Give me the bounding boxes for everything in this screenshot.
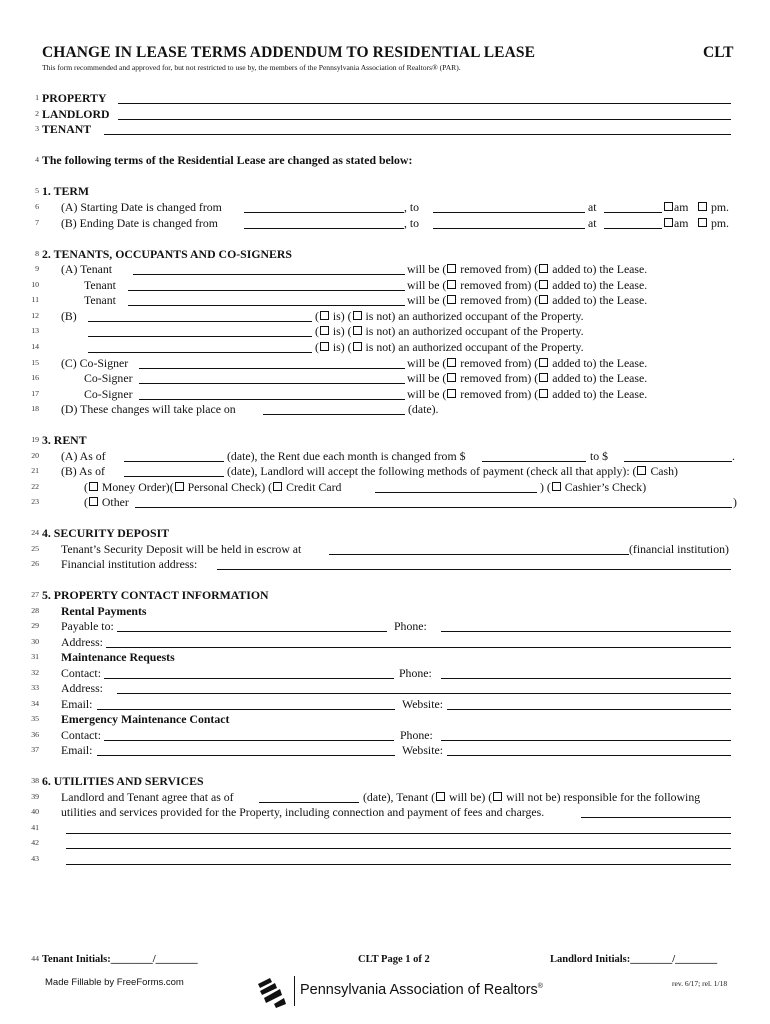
rent-changed-label: (date), the Rent due each month is changed from $ — [227, 449, 466, 463]
escrow-institution-field[interactable] — [329, 554, 629, 555]
form-line — [0, 681, 770, 696]
form-line — [0, 697, 770, 712]
removed-checkbox[interactable] — [447, 280, 456, 289]
period-label: . — [732, 449, 735, 463]
form-line: 13 ( is) ( is not) an authorized occupant of the Property. — [31, 324, 584, 338]
line-number: 7 — [35, 218, 39, 227]
line-number: 32 — [31, 668, 39, 677]
ending-date-from-field[interactable] — [244, 228, 404, 229]
is-not-checkbox[interactable] — [353, 342, 362, 351]
credit-card-field[interactable] — [375, 492, 537, 493]
line-number: 26 — [31, 559, 39, 568]
line-number: 3 — [35, 124, 39, 133]
escrow-label: Tenant’s Security Deposit will be held in escrow at — [61, 542, 302, 556]
registered-mark: ® — [537, 983, 543, 991]
form-line — [0, 805, 770, 820]
tenant-name-field[interactable] — [128, 305, 405, 306]
added-checkbox[interactable] — [539, 295, 548, 304]
form-code: CLT — [703, 44, 734, 61]
line-number: 6 — [35, 202, 39, 211]
institution-address-label: Financial institution address: — [61, 557, 198, 571]
line-number: 44 — [31, 954, 39, 963]
removed-checkbox[interactable] — [447, 264, 456, 273]
tenant-initials[interactable]: Tenant Initials:________/________ — [42, 954, 198, 965]
form-line — [0, 464, 770, 479]
landlord-initials[interactable]: Landlord Initials:________/________ — [550, 954, 718, 965]
maintenance-phone-field[interactable] — [441, 678, 731, 679]
tenant-name-field[interactable] — [133, 274, 405, 275]
line-number: 9 — [35, 264, 39, 273]
institution-label: (financial institution) — [629, 542, 729, 556]
line-number: 21 — [31, 466, 39, 475]
maintenance-heading: Maintenance Requests — [61, 650, 175, 664]
form-line — [0, 184, 770, 199]
form-line: 11 Tenant will be ( removed from) ( added to) the Lease. — [31, 293, 648, 307]
line-number: 39 — [31, 792, 39, 801]
paren-label: ) — [733, 495, 737, 509]
tenant-name-field[interactable] — [128, 290, 405, 291]
payment-date-field[interactable] — [124, 476, 224, 477]
tenant-label: TENANT — [42, 122, 92, 136]
form-line — [0, 122, 770, 137]
at-label: at — [588, 200, 597, 214]
line-number: 18 — [31, 404, 39, 413]
am-checkbox[interactable] — [664, 218, 673, 227]
starting-date-label: (A) Starting Date is changed from — [61, 200, 222, 214]
line-number: 34 — [31, 699, 39, 708]
form-line — [0, 433, 770, 448]
line-number: 36 — [31, 730, 39, 739]
contact-heading: 5. PROPERTY CONTACT INFORMATION — [42, 588, 269, 602]
utilities-description: utilities and services provided for the Property, including connection and payment of fees and charges. — [61, 805, 545, 819]
will-be-checkbox[interactable] — [436, 792, 445, 801]
page-number: CLT Page 1 of 2 — [358, 954, 430, 965]
line-number: 16 — [31, 373, 39, 382]
to-label: , to — [404, 216, 420, 230]
occupant-b-label: (B) — [61, 309, 77, 323]
cosigner-c-label: (C) Co-Signer — [61, 356, 129, 370]
line-number: 38 — [31, 776, 39, 785]
removed-checkbox[interactable] — [447, 295, 456, 304]
form-line — [0, 526, 770, 541]
added-checkbox[interactable] — [539, 373, 548, 382]
logo-divider — [294, 976, 295, 1006]
form-line — [0, 107, 770, 122]
at-label: at — [588, 216, 597, 230]
cosigner-label: Co-Signer — [84, 371, 133, 385]
made-fillable-note: Made Fillable by FreeForms.com — [45, 977, 184, 988]
form-line — [0, 402, 770, 417]
tenant-a-label: (A) Tenant — [61, 262, 113, 276]
line-number: 40 — [31, 807, 39, 816]
par-org-name: Pennsylvania Association of Realtors — [300, 982, 538, 998]
other-payment-field[interactable] — [135, 507, 732, 508]
address-label: Address: — [61, 635, 103, 649]
line-number: 4 — [35, 155, 39, 164]
ending-time-field[interactable] — [604, 228, 662, 229]
form-line — [0, 666, 770, 681]
revision-note: rev. 6/17; rel. 1/18 — [672, 979, 728, 988]
line-number: 33 — [31, 683, 39, 692]
line-number: 2 — [35, 109, 39, 118]
pm-label: pm. — [710, 216, 729, 230]
form-line — [0, 852, 770, 867]
rent-heading: 3. RENT — [42, 433, 87, 447]
line-number: 10 — [31, 280, 39, 289]
form-line — [0, 635, 770, 650]
occupant-name-field[interactable] — [88, 352, 312, 353]
is-checkbox[interactable] — [320, 326, 329, 335]
contact-label: Contact: — [61, 728, 101, 742]
cosigner-name-field[interactable] — [139, 368, 405, 369]
added-checkbox[interactable] — [539, 264, 548, 273]
phone-label: Phone: — [399, 666, 432, 680]
date-label: (date). — [408, 402, 439, 416]
utilities-field[interactable] — [66, 848, 731, 849]
is-not-checkbox[interactable] — [353, 326, 362, 335]
maintenance-website-field[interactable] — [447, 709, 731, 710]
term-heading: 1. TERM — [42, 184, 89, 198]
landlord-label: LANDLORD — [42, 107, 110, 121]
line-number: 11 — [31, 295, 39, 304]
utilities-heading: 6. UTILITIES AND SERVICES — [42, 774, 204, 788]
payable-phone-field[interactable] — [441, 631, 731, 632]
tenant-label: Tenant — [84, 293, 116, 307]
to-label: , to — [404, 200, 420, 214]
emergency-contact-field[interactable] — [104, 740, 394, 741]
line-number: 25 — [31, 544, 39, 553]
website-label: Website: — [402, 697, 443, 711]
removed-checkbox[interactable] — [447, 358, 456, 367]
landlord-field[interactable] — [118, 119, 731, 120]
footer-line — [0, 952, 770, 967]
phone-label: Phone: — [400, 728, 433, 742]
deposit-heading: 4. SECURITY DEPOSIT — [42, 526, 170, 540]
line-number: 5 — [35, 186, 39, 195]
ending-date-label: (B) Ending Date is changed from — [61, 216, 218, 230]
line-number: 17 — [31, 389, 39, 398]
money-order-checkbox[interactable] — [89, 482, 98, 491]
utilities-date-field[interactable] — [259, 802, 359, 803]
utilities-field[interactable] — [581, 817, 731, 818]
line-number: 42 — [31, 838, 39, 847]
form-line — [0, 712, 770, 727]
form-line: 14 ( is) ( is not) an authorized occupant of the Property. — [31, 340, 584, 354]
starting-time-field[interactable] — [604, 212, 662, 213]
form-line — [0, 588, 770, 603]
maintenance-email-field[interactable] — [97, 709, 395, 710]
emergency-website-field[interactable] — [447, 755, 731, 756]
form-line — [0, 449, 770, 464]
line-number: 37 — [31, 745, 39, 754]
form-line: 10 Tenant will be ( removed from) ( added to) the Lease. — [31, 278, 648, 292]
cash-checkbox[interactable] — [637, 466, 646, 475]
form-line — [0, 728, 770, 743]
form-line — [0, 619, 770, 634]
line-number: 15 — [31, 358, 39, 367]
form-line — [0, 216, 770, 231]
changes-date-label: (D) These changes will take place on — [61, 402, 236, 416]
will-not-be-checkbox[interactable] — [493, 792, 502, 801]
pm-checkbox[interactable] — [698, 202, 707, 211]
line-number: 41 — [31, 823, 39, 832]
form-line — [0, 836, 770, 851]
removed-checkbox[interactable] — [447, 389, 456, 398]
line-number: 35 — [31, 714, 39, 723]
form-line: 17 Co-Signer will be ( removed from) ( added to) the Lease. — [31, 387, 648, 401]
personal-check-checkbox[interactable] — [175, 482, 184, 491]
form-subtitle: This form recommended and approved for, but not restricted to use by, the members of the Pennsylvania Association of Realtors® (PAR). — [42, 63, 461, 72]
tenants-heading: 2. TENANTS, OCCUPANTS AND CO-SIGNERS — [42, 247, 292, 261]
website-label: Website: — [402, 743, 443, 757]
payable-address-field[interactable] — [106, 647, 731, 648]
line-number: 8 — [35, 249, 39, 258]
line-number: 19 — [31, 435, 39, 444]
occupant-name-field[interactable] — [88, 336, 312, 337]
property-field[interactable] — [118, 103, 731, 104]
form-line — [0, 650, 770, 665]
emergency-phone-field[interactable] — [441, 740, 731, 741]
cashiers-check-checkbox[interactable] — [552, 482, 561, 491]
form-line — [0, 542, 770, 557]
emergency-heading: Emergency Maintenance Contact — [61, 712, 230, 726]
line-number: 1 — [35, 93, 39, 102]
form-line — [0, 247, 770, 262]
email-label: Email: — [61, 743, 93, 757]
tenant-label: Tenant — [84, 278, 116, 292]
line-number: 24 — [31, 528, 39, 537]
form-line — [0, 91, 770, 106]
line-number: 12 — [31, 311, 39, 320]
added-checkbox[interactable] — [539, 280, 548, 289]
utilities-as-of-label: Landlord and Tenant agree that as of — [61, 790, 234, 804]
line-number: 14 — [31, 342, 39, 351]
rent-to-label: to $ — [590, 449, 609, 463]
form-line — [0, 153, 770, 168]
starting-date-from-field[interactable] — [244, 212, 404, 213]
cash-label: Cash) — [650, 464, 678, 478]
rent-as-of-label: (A) As of — [61, 449, 106, 463]
removed-checkbox[interactable] — [447, 373, 456, 382]
line-number: 27 — [31, 590, 39, 599]
other-checkbox[interactable] — [89, 497, 98, 506]
credit-card-checkbox[interactable] — [273, 482, 282, 491]
pm-checkbox[interactable] — [698, 218, 707, 227]
form-line — [0, 774, 770, 789]
form-line: 22 ( Money Order)( Personal Check) ( Credit Card ) ( Cashier’s Check) — [31, 480, 647, 494]
utilities-field[interactable] — [66, 833, 731, 834]
line-number: 13 — [31, 326, 39, 335]
property-label: PROPERTY — [42, 91, 107, 105]
line-number: 23 — [31, 497, 39, 506]
line-number: 31 — [31, 652, 39, 661]
line-number: 20 — [31, 451, 39, 460]
form-line: 16 Co-Signer will be ( removed from) ( added to) the Lease. — [31, 371, 648, 385]
maintenance-contact-field[interactable] — [104, 678, 394, 679]
is-not-checkbox[interactable] — [353, 311, 362, 320]
line-number: 29 — [31, 621, 39, 630]
phone-label: Phone: — [394, 619, 427, 633]
cosigner-name-field[interactable] — [139, 383, 405, 384]
par-logo — [256, 970, 546, 1010]
cosigner-name-field[interactable] — [139, 399, 405, 400]
emergency-email-field[interactable] — [97, 755, 395, 756]
am-label: am — [674, 216, 689, 230]
form-line: 12 (B) ( is) ( is not) an authorized occupant of the Property. — [31, 309, 584, 323]
payment-methods-label: (date), Landlord will accept the following methods of payment (check all that apply): ( — [227, 464, 637, 478]
form-line: 39 Landlord and Tenant agree that as of (date), Tenant ( will be) ( will not be) responsible for the following — [31, 790, 701, 804]
address-label: Address: — [61, 681, 103, 695]
payable-to-label: Payable to: — [61, 619, 114, 633]
added-checkbox[interactable] — [539, 389, 548, 398]
contact-label: Contact: — [61, 666, 101, 680]
form-line: 9 (A) Tenant will be ( removed from) ( added to) the Lease. — [35, 262, 648, 276]
utilities-field[interactable] — [66, 864, 731, 865]
occupant-name-field[interactable] — [88, 321, 312, 322]
is-checkbox[interactable] — [320, 311, 329, 320]
form-line — [0, 200, 770, 215]
cosigner-label: Co-Signer — [84, 387, 133, 401]
form-line — [0, 557, 770, 572]
rental-payments-heading: Rental Payments — [61, 604, 147, 618]
other-label: Other — [101, 495, 129, 509]
rent-date-field[interactable] — [124, 461, 224, 462]
line-number: 22 — [31, 482, 39, 491]
form-line: 15 (C) Co-Signer will be ( removed from) ( added to) the Lease. — [31, 356, 648, 370]
form-line — [0, 743, 770, 758]
maintenance-address-field[interactable] — [117, 693, 731, 694]
am-label: am — [674, 200, 689, 214]
payable-to-field[interactable] — [117, 631, 387, 632]
email-label: Email: — [61, 697, 93, 711]
line-number: 30 — [31, 637, 39, 646]
form-line — [0, 821, 770, 836]
institution-address-field[interactable] — [217, 569, 731, 570]
rent-from-field[interactable] — [482, 461, 586, 462]
form-line — [0, 604, 770, 619]
pm-label: pm. — [710, 200, 729, 214]
added-checkbox[interactable] — [539, 358, 548, 367]
payment-as-of-label: (B) As of — [61, 464, 105, 478]
am-checkbox[interactable] — [664, 202, 673, 211]
intro-text: The following terms of the Residential Lease are changed as stated below: — [42, 153, 413, 167]
line-number: 28 — [31, 606, 39, 615]
is-checkbox[interactable] — [320, 342, 329, 351]
par-logo-icon — [256, 974, 290, 1008]
line-number: 43 — [31, 854, 39, 863]
form-title: CHANGE IN LEASE TERMS ADDENDUM TO RESIDENTIAL LEASE — [42, 44, 536, 61]
ending-date-to-field[interactable] — [433, 228, 585, 229]
form-line: 23 ( Other ) — [31, 495, 737, 509]
starting-date-to-field[interactable] — [433, 212, 585, 213]
changes-date-field[interactable] — [263, 414, 405, 415]
rent-to-field[interactable] — [624, 461, 732, 462]
tenant-field[interactable] — [104, 134, 731, 135]
